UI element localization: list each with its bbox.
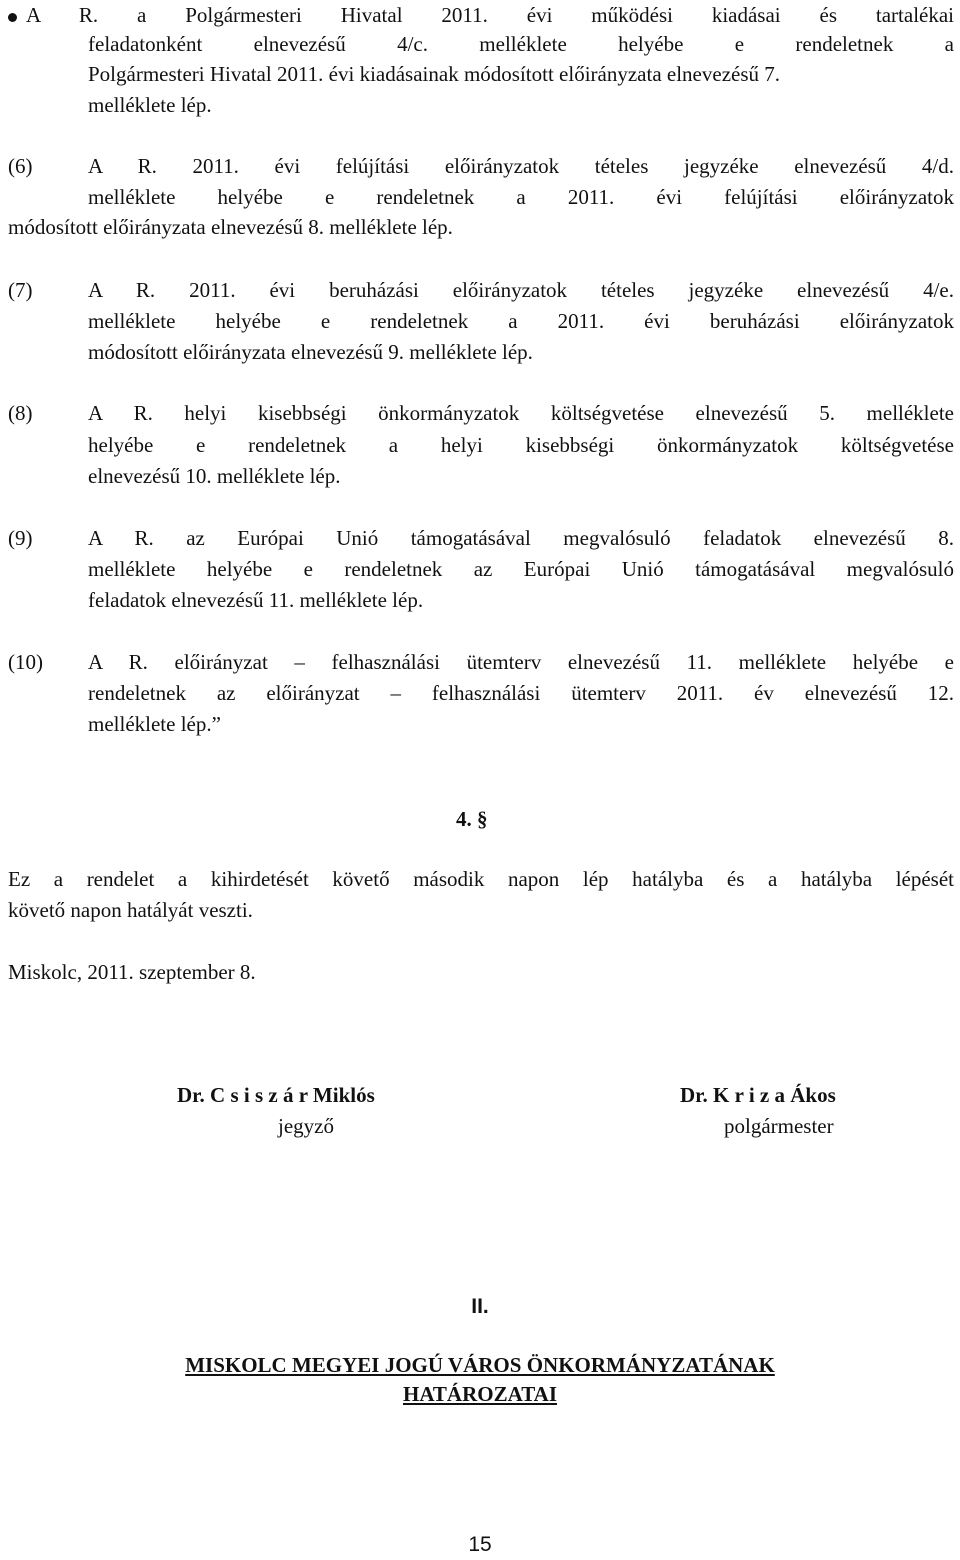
section-heading: 4. § <box>456 807 488 831</box>
signatory-name: Dr. C s i s z á r Miklós <box>177 1083 375 1107</box>
bullet-item-line: A R. a Polgármesteri Hivatal 2011. évi működési kiadásai és tartalékai <box>26 3 954 27</box>
signatory-name: Dr. K r i z a Ákos <box>680 1083 836 1107</box>
bullet-item-line: Polgármesteri Hivatal 2011. évi kiadásainak módosított előirányzata elnevezésű 7. <box>88 62 781 86</box>
item-line: A R. előirányzat – felhasználási ütemterv elnevezésű 11. melléklete helyébe e <box>88 650 954 674</box>
item-number: (9) <box>8 526 33 550</box>
item-number: (7) <box>8 278 33 302</box>
place-date: Miskolc, 2011. szeptember 8. <box>8 960 256 984</box>
part-number: II. <box>471 1295 489 1318</box>
part-title-line2: HATÁROZATAI <box>402 1382 557 1406</box>
item-line: A R. helyi kisebbségi önkormányzatok költségvetése elnevezésű 5. melléklete <box>88 401 954 425</box>
closing-line: követő napon hatályát veszti. <box>8 898 253 922</box>
item-number: (8) <box>8 401 33 425</box>
signatory-role: jegyző <box>278 1114 334 1138</box>
item-line: módosított előirányzata elnevezésű 9. melléklete lép. <box>88 340 533 364</box>
item-line: rendeletnek az előirányzat – felhasználási ütemterv 2011. év elnevezésű 12. <box>88 681 954 705</box>
item-line: melléklete helyébe e rendeletnek az Európai Unió támogatásával megvalósuló <box>88 557 954 581</box>
item-line: melléklete helyébe e rendeletnek a 2011. évi felújítási előirányzatok <box>88 185 954 209</box>
item-line: feladatok elnevezésű 11. melléklete lép. <box>88 588 424 612</box>
item-line: módosított előirányzata elnevezésű 8. melléklete lép. <box>8 215 453 239</box>
item-number: (6) <box>8 154 33 178</box>
item-line: elnevezésű 10. melléklete lép. <box>88 464 341 488</box>
signatory-role: polgármester <box>724 1114 834 1138</box>
item-line: melléklete lép.” <box>88 712 221 736</box>
item-line: melléklete helyébe e rendeletnek a 2011. évi beruházási előirányzatok <box>88 309 954 333</box>
page-number: 15 <box>468 1533 492 1556</box>
bullet-item-line: feladatonként elnevezésű 4/c. melléklete helyébe e rendeletnek a <box>88 32 954 56</box>
item-line: A R. 2011. évi felújítási előirányzatok tételes jegyzéke elnevezésű 4/d. <box>88 154 954 178</box>
item-line: A R. az Európai Unió támogatásával megvalósuló feladatok elnevezésű 8. <box>88 526 954 550</box>
item-line: A R. 2011. évi beruházási előirányzatok tételes jegyzéke elnevezésű 4/e. <box>88 278 954 302</box>
part-title-line1: MISKOLC MEGYEI JOGÚ VÁROS ÖNKORMÁNYZATÁNAK <box>185 1353 775 1377</box>
item-number: (10) <box>8 650 43 674</box>
bullet-icon <box>8 13 17 22</box>
bullet-item-line: melléklete lép. <box>88 93 212 117</box>
item-line: helyébe e rendeletnek a helyi kisebbségi önkormányzatok költségvetése <box>88 433 954 457</box>
closing-line: Ez a rendelet a kihirdetését követő második napon lép hatályba és a hatályba lépését <box>8 867 954 891</box>
